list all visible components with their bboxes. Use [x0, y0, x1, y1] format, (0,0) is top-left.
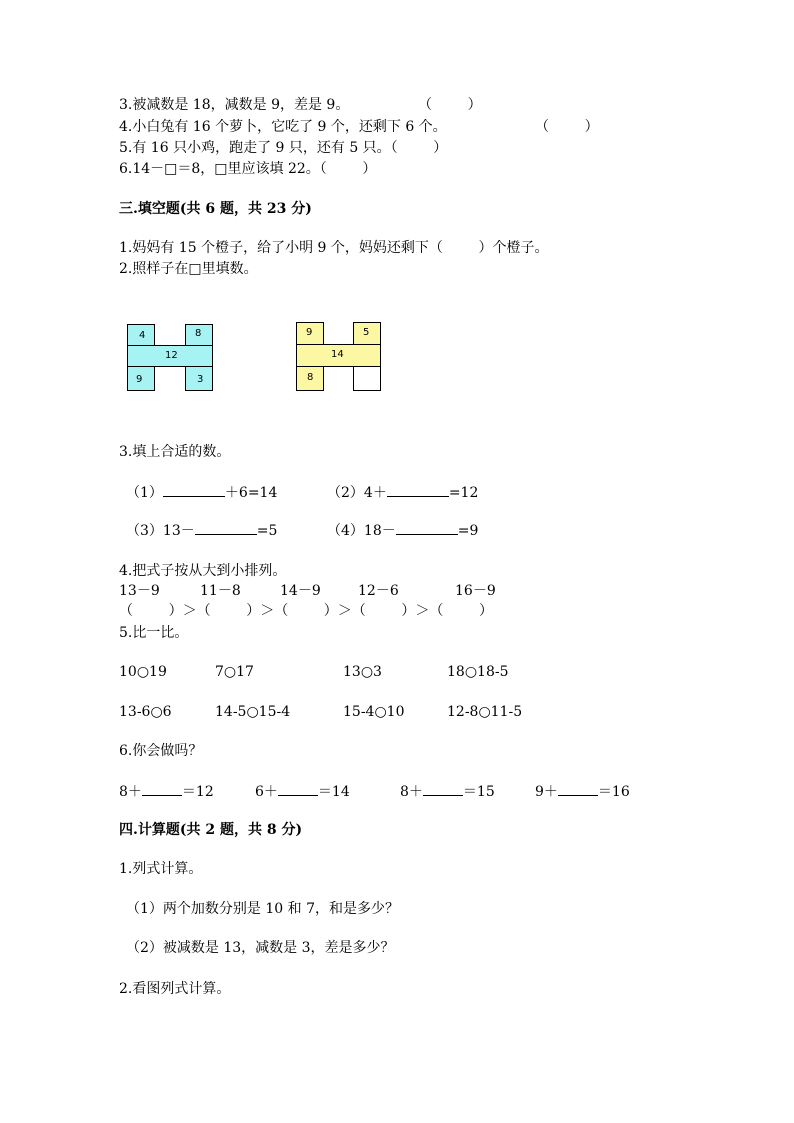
expr-4: 12－6 [358, 583, 399, 599]
compare-8[interactable]: 12-8○11-5 [447, 704, 523, 720]
q6-blank-3[interactable] [423, 782, 463, 796]
q6-item-3: 8＋ ＝15 [400, 784, 495, 800]
expr-2: 11－8 [200, 583, 241, 599]
h-task-middle: 14 [296, 344, 381, 367]
fill-q6: 6.你会做吗？ [119, 743, 203, 759]
fill-q3-1: （1） ＋6=14 [126, 485, 278, 501]
expr-5: 16－9 [455, 583, 496, 599]
judge-q5: 5.有 16 只小鸡，跑走了 9 只，还有 5 只。（ ） [119, 140, 448, 156]
fill-q3-2: （2）4＋ =12 [327, 485, 479, 501]
calc-q1-2: （2）被减数是 13，减数是 3，差是多少？ [126, 940, 395, 956]
blank-q3-3[interactable] [195, 521, 257, 535]
compare-1[interactable]: 10○19 [119, 664, 167, 680]
compare-3[interactable]: 13○3 [343, 664, 382, 680]
expr-1: 13－9 [119, 583, 160, 599]
q6-blank-2[interactable] [278, 782, 318, 796]
fill-q4: 4.把式子按从大到小排列。 [119, 563, 287, 579]
q6-item-4: 9＋ ＝16 [535, 784, 630, 800]
compare-2[interactable]: 7○17 [215, 664, 254, 680]
fill-q3-3: （3）13－ =5 [126, 523, 278, 539]
compare-7[interactable]: 15-4○10 [343, 704, 405, 720]
order-blanks[interactable]: （ ）＞（ ）＞（ ）＞（ ）＞（ ） [119, 603, 494, 619]
compare-6[interactable]: 14-5○15-4 [215, 704, 291, 720]
q6-blank-1[interactable] [142, 782, 182, 796]
compare-4[interactable]: 18○18-5 [447, 664, 509, 680]
judge-q4: 4.小白兔有 16 个萝卜，它吃了 9 个，还剩下 6 个。 [119, 119, 447, 135]
judge-q4-answer[interactable]: （ ） [535, 119, 599, 135]
h-example-bottom-left: 9 [127, 366, 155, 391]
fill-q3-4: （4）18－ =9 [327, 523, 479, 539]
calc-q1: 1.列式计算。 [119, 861, 203, 877]
expr-3: 14－9 [280, 583, 321, 599]
calc-q2: 2.看图列式计算。 [119, 981, 231, 997]
fill-q3: 3.填上合适的数。 [119, 444, 231, 460]
h-example-bottom-right: 3 [185, 366, 213, 391]
blank-q3-2[interactable] [387, 483, 449, 497]
q6-blank-4[interactable] [558, 782, 598, 796]
judge-q6: 6.14－□＝8，□里应该填 22。（ ） [119, 161, 377, 177]
judge-q3: 3.被减数是 18，减数是 9，差是 9。 [119, 97, 350, 113]
h-task-top-left: 9 [296, 322, 324, 345]
calc-q1-1: （1）两个加数分别是 10 和 7，和是多少？ [126, 901, 399, 917]
section4-title: 四.计算题(共 2 题，共 8 分) [119, 822, 303, 838]
h-task-top-right: 5 [353, 322, 381, 345]
blank-q3-1[interactable] [163, 483, 225, 497]
compare-5[interactable]: 13-6○6 [119, 704, 172, 720]
h-example-top-left: 4 [127, 324, 155, 346]
h-example-middle: 12 [127, 345, 213, 367]
q6-item-1: 8＋ ＝12 [119, 784, 214, 800]
blank-q3-4[interactable] [396, 521, 458, 535]
section3-title: 三.填空题(共 6 题，共 23 分) [119, 201, 312, 217]
judge-q3-answer[interactable]: （ ） [418, 97, 482, 113]
fill-q2: 2.照样子在□里填数。 [119, 261, 258, 277]
fill-q5: 5.比一比。 [119, 625, 189, 641]
fill-q1: 1.妈妈有 15 个橙子，给了小明 9 个，妈妈还剩下（ ）个橙子。 [119, 240, 549, 256]
h-task-bottom-right-blank[interactable] [353, 366, 381, 391]
q6-item-2: 6＋ ＝14 [255, 784, 350, 800]
h-example-top-right: 8 [185, 324, 213, 346]
h-task-bottom-left: 8 [296, 366, 324, 391]
